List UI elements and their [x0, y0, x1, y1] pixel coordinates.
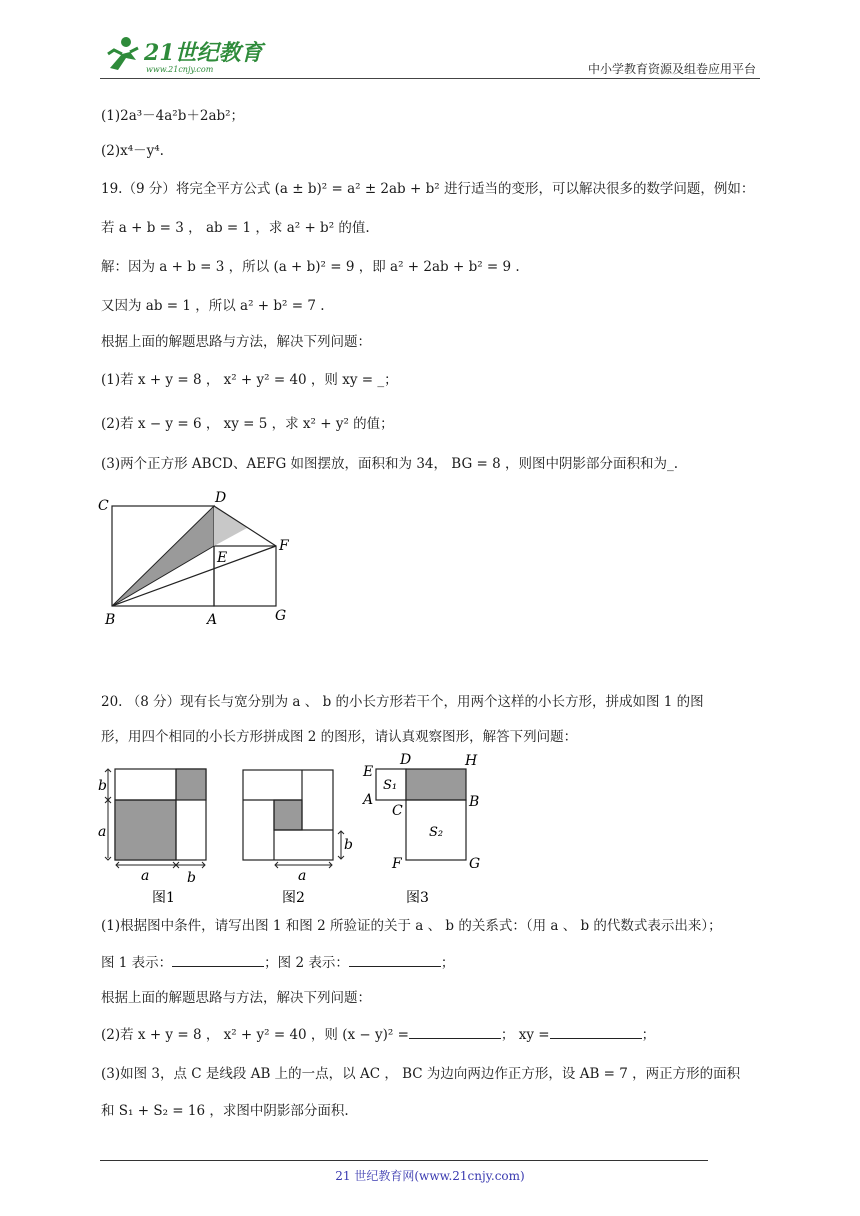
label-d: D — [215, 490, 227, 506]
q20-part1: (1)根据图中条件，请写出图 1 和图 2 所验证的关于 a 、 b 的关系式：（用 a 、 b 的代数式表示出来）； — [101, 918, 722, 934]
q20-title-cont: 形，用四个相同的小长方形拼成图 2 的图形，请认真观察图形，解答下列问题： — [101, 729, 578, 745]
svg-text:F: F — [392, 856, 402, 872]
q20-fig2 — [243, 770, 353, 906]
q18-part2: (2)x⁴－y⁴. — [101, 143, 164, 159]
svg-text:a: a — [298, 868, 307, 884]
q19-part3: (3)两个正方形 ABCD、AEFG 如图摆放，面积和为 34， BG = 8 ，则图中阴影部分面积和为_. — [101, 456, 679, 472]
q20-figures — [95, 752, 495, 912]
label-c: C — [98, 498, 109, 514]
svg-text:b: b — [344, 837, 353, 853]
q19-example: 若 a + b = 3 ， ab = 1 ，求 a² + b² 的值. — [101, 220, 370, 236]
svg-text:E: E — [363, 764, 374, 780]
q20-part1-answers: 图 1 表示： ；图 2 表示： ； — [101, 955, 455, 971]
q20-part2: (2)若 x + y = 8 ， x² + y² = 40 ，则 (x − y)² = ； xy = ； — [101, 1027, 656, 1043]
svg-text:B: B — [469, 794, 480, 810]
svg-text:H: H — [465, 753, 478, 769]
caption-fig3: 图3 — [406, 890, 429, 906]
caption-fig1: 图1 — [152, 890, 175, 906]
svg-text:D: D — [400, 752, 412, 768]
svg-text:a: a — [141, 868, 150, 884]
svg-text:C: C — [392, 803, 403, 819]
footer-link[interactable]: 21 世纪教育网(www.21cnjy.com) — [335, 1169, 525, 1183]
q19-intro: 根据上面的解题思路与方法，解决下列问题： — [101, 334, 371, 350]
q20-part3-cont: 和 S₁ + S₂ = 16 ，求图中阴影部分面积. — [101, 1103, 349, 1119]
q19-solution-2: 又因为 ab = 1 ，所以 a² + b² = 7 . — [101, 298, 325, 314]
shaded-triangle-1 — [112, 506, 214, 606]
shaded-triangle-2 — [214, 506, 247, 546]
site-name: 中小学教育资源及组卷应用平台 — [587, 62, 756, 76]
q19-solution-1: 解：因为 a + b = 3 ，所以 (a + b)² = 9 ，即 a² + 2ab + b² = 9 . — [101, 259, 520, 275]
svg-text:S₁: S₁ — [383, 778, 398, 793]
q20-part3: (3)如图 3，点 C 是线段 AB 上的一点，以 AC ， BC 为边向两边作正方形，设 AB = 7 ，两正方形的面积 — [101, 1066, 741, 1082]
svg-text:a: a — [98, 824, 107, 840]
answer-blank-x-minus-y-squared[interactable] — [409, 1025, 501, 1039]
logo-runner-icon — [96, 30, 266, 80]
q20-title: 20. （8 分）现有长与宽分别为 a 、 b 的小长方形若干个，用两个这样的小长方形，拼成如图 1 的图 — [101, 694, 704, 710]
svg-text:b: b — [187, 870, 196, 886]
q20-fig3 — [361, 752, 480, 906]
q19-figure — [95, 488, 305, 633]
answer-blank-xy[interactable] — [550, 1025, 642, 1039]
caption-fig2: 图2 — [282, 890, 305, 906]
svg-text:G: G — [469, 856, 481, 872]
logo-url: www.21cnjy.com — [146, 65, 214, 74]
label-g: G — [275, 608, 287, 624]
label-a: A — [207, 612, 218, 628]
q19-title: 19.（9 分）将完全平方公式 (a ± b)² = a² ± 2ab + b² 进行适当的变形，可以解决很多的数学问题，例如： — [101, 181, 755, 197]
svg-text:b: b — [98, 778, 107, 794]
label-b: B — [105, 612, 116, 628]
q20-intro: 根据上面的解题思路与方法，解决下列问题： — [101, 990, 371, 1006]
answer-blank-fig2[interactable] — [349, 953, 441, 967]
label-e: E — [217, 550, 228, 566]
q20-fig1 — [98, 769, 206, 906]
site-logo — [96, 30, 266, 80]
logo-text: 21世纪教育 — [144, 40, 263, 66]
q19-part2: (2)若 x − y = 6 ， xy = 5 ，求 x² + y² 的值； — [101, 416, 394, 432]
svg-text:A: A — [363, 792, 374, 808]
q19-part1: (1)若 x + y = 8 ， x² + y² = 40 ，则 xy = _； — [101, 372, 398, 388]
header-divider — [100, 78, 760, 79]
q18-part1: (1)2a³－4a²b＋2ab²； — [101, 108, 245, 124]
footer-divider — [100, 1160, 708, 1161]
svg-text:S₂: S₂ — [429, 825, 444, 840]
answer-blank-fig1[interactable] — [172, 953, 264, 967]
label-f: F — [279, 538, 289, 554]
